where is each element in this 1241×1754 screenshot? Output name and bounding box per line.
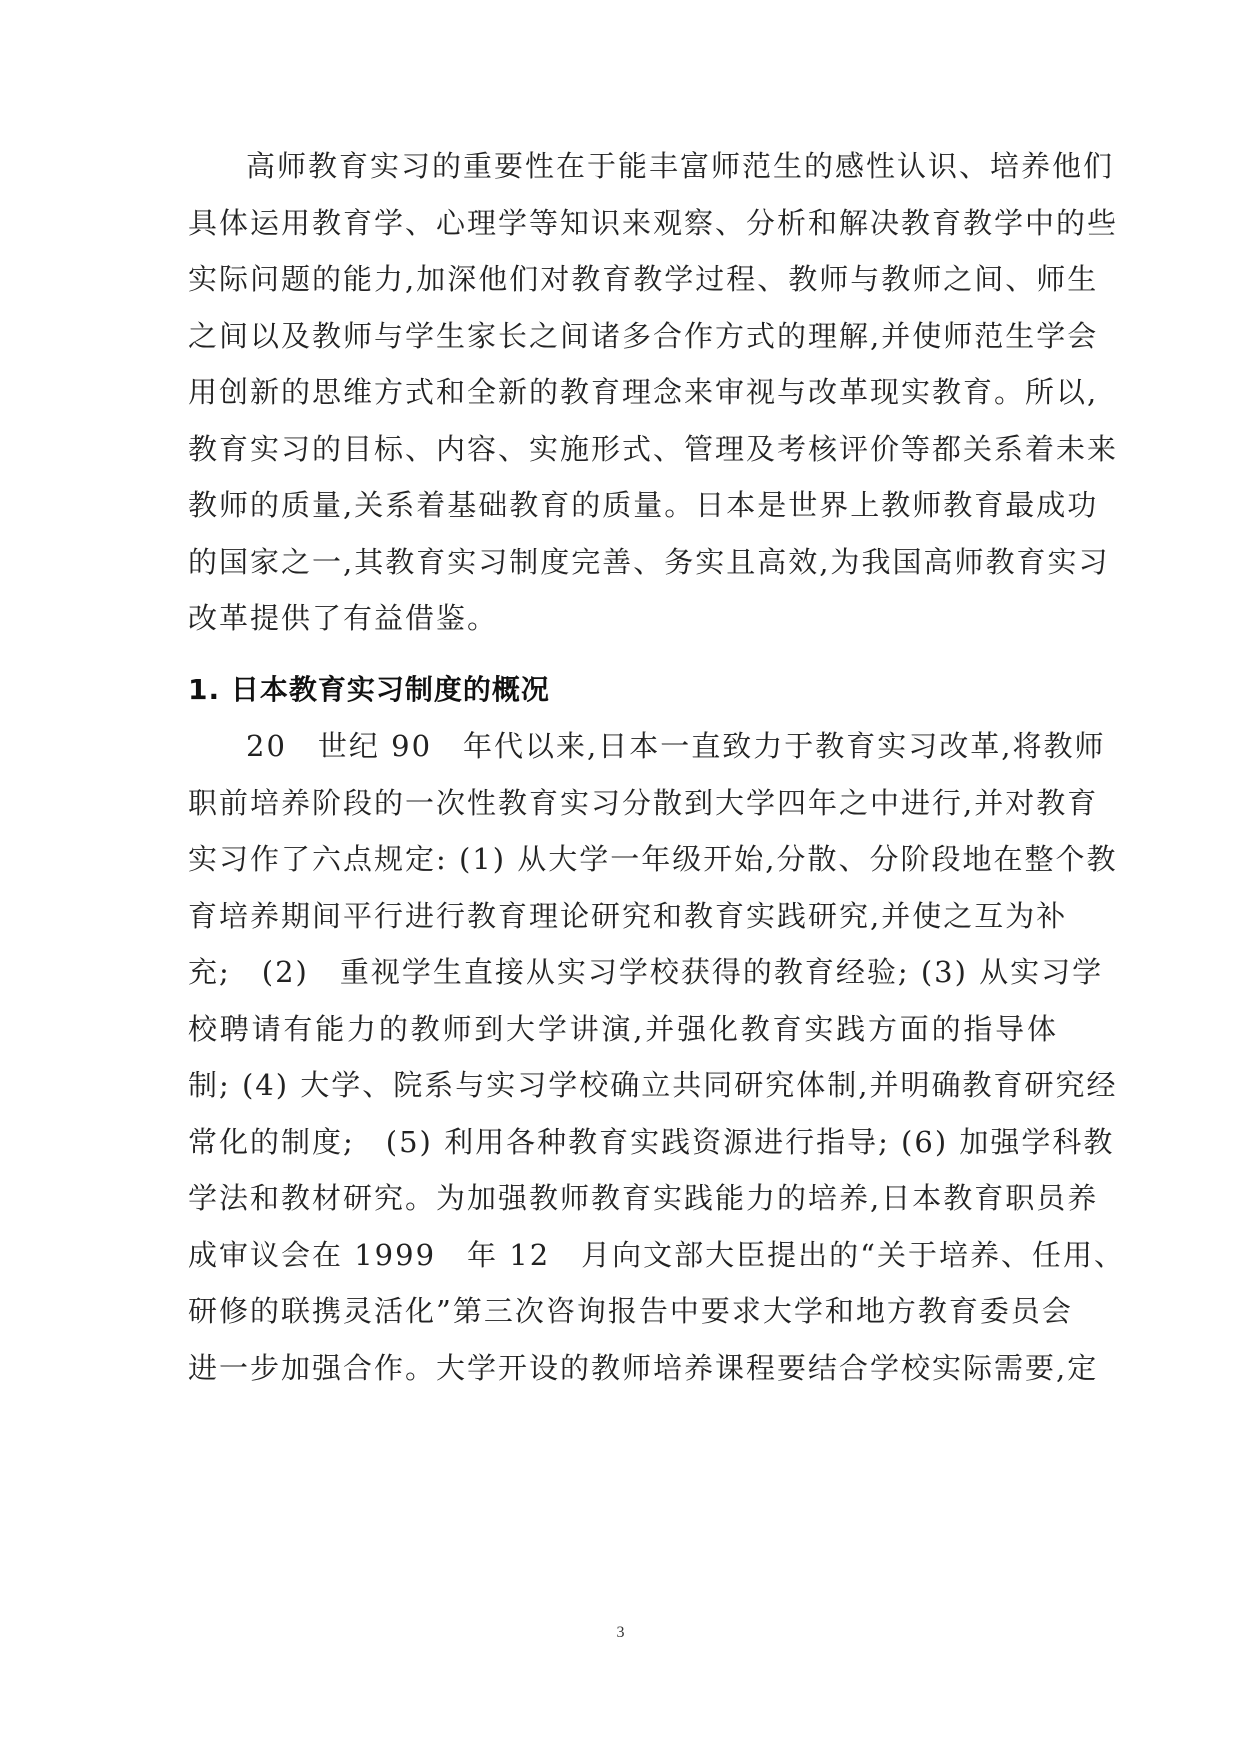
text-line: 育培养期间平行进行教育理论研究和教育实践研究,并使之互为补 (188, 898, 1068, 933)
text-line: 的国家之一,其教育实习制度完善、务实且高效,为我国高师教育实习 (188, 544, 1110, 579)
text-line: 职前培养阶段的一次性教育实习分散到大学四年之中进行,并对教育 (188, 785, 1099, 820)
text-line: 制; (4) 大学、院系与实习学校确立共同研究体制,并明确教育研究经 (188, 1068, 1118, 1102)
text-line: 具体运用教育学、心理学等知识来观察、分析和解决教育教学中的些 (188, 205, 1119, 240)
page-number: 3 (616, 1624, 625, 1641)
text-line: 之间以及教师与学生家长之间诸多合作方式的理解,并使师范生学会 (188, 318, 1099, 353)
section-heading: 1. 日本教育实习制度的概况 (188, 673, 550, 706)
text-line: 常化的制度; (5) 利用各种教育实践资源进行指导; (6) 加强学科教 (188, 1124, 1115, 1159)
text-line: 实际问题的能力,加深他们对教育教学过程、教师与教师之间、师生 (188, 262, 1099, 296)
text-line: 研修的联携灵活化”第三次咨询报告中要求大学和地方教育委员会 (188, 1294, 1073, 1328)
text-line: 成审议会在 1999 年 12 月向文部大臣提出的“关于培养、任用、 (188, 1237, 1125, 1272)
text-line: 改革提供了有益借鉴。 (188, 601, 499, 635)
text-line: 高师教育实习的重要性在于能丰富师范生的感性认识、培养他们 (246, 149, 1115, 183)
text-line: 实习作了六点规定: (1) 从大学一年级开始,分散、分阶段地在整个教 (188, 842, 1118, 876)
text-line: 进一步加强合作。大学开设的教师培养课程要结合学校实际需要,定 (188, 1350, 1099, 1385)
text-line: 学法和教材研究。为加强教师教育实践能力的培养,日本教育职员养 (188, 1181, 1099, 1215)
text-line: 20 世纪 90 年代以来,日本一直致力于教育实习改革,将教师 (246, 729, 1106, 763)
text-line: 教师的质量,关系着基础教育的质量。日本是世界上教师教育最成功 (188, 488, 1099, 522)
text-line: 教育实习的目标、内容、实施形式、管理及考核评价等都关系着未来 (188, 431, 1119, 466)
text-line: 用创新的思维方式和全新的教育理念来审视与改革现实教育。所以, (188, 375, 1099, 409)
text-line: 校聘请有能力的教师到大学讲演,并强化教育实践方面的指导体 (188, 1011, 1058, 1046)
text-line: 充; (2) 重视学生直接从实习学校获得的教育经验; (3) 从实习学 (188, 955, 1104, 989)
